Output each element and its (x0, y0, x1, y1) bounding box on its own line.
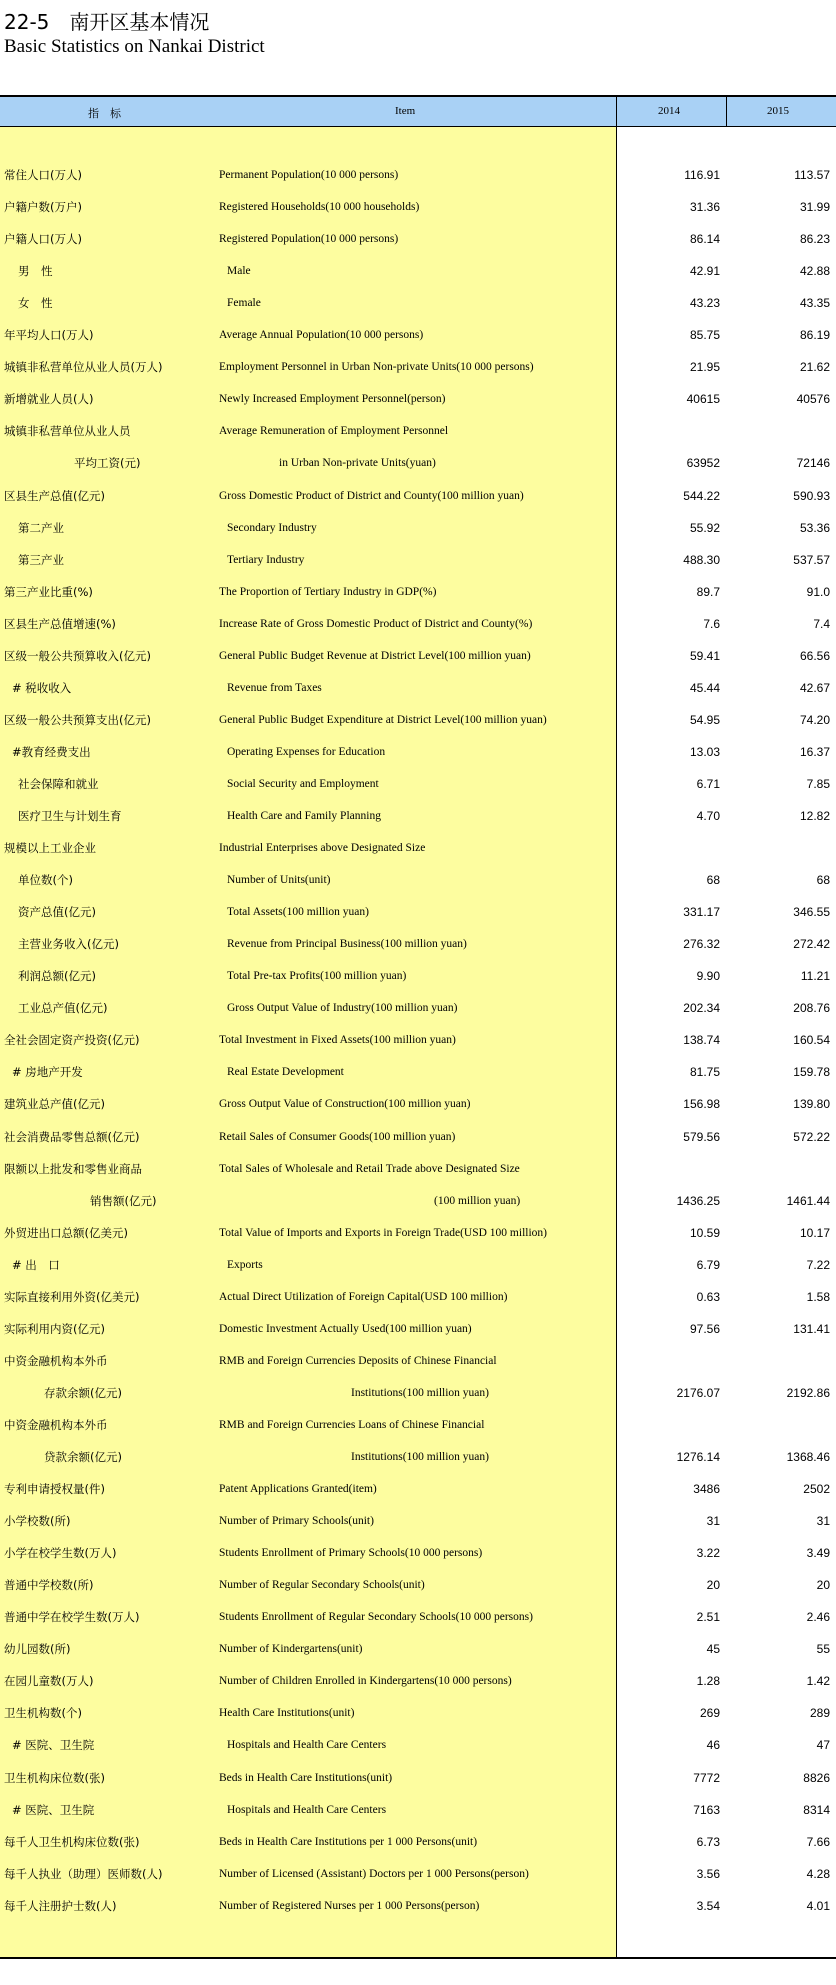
row-label-en: General Public Budget Revenue at District Level(100 million yuan) (219, 649, 531, 662)
row-label-en: Industrial Enterprises above Designated Size (219, 842, 426, 855)
value-2015: 40576 (796, 392, 830, 407)
table-row (0, 1191, 836, 1211)
value-2015: 4.28 (806, 1866, 830, 1881)
value-2014: 63952 (686, 456, 720, 471)
value-2015: 160.54 (793, 1033, 830, 1048)
row-label-cn: 销售额(亿元) (90, 1193, 157, 1208)
header-year-2014: 2014 (658, 105, 680, 117)
row-label-en: Employment Personnel in Urban Non-private Units(10 000 persons) (219, 361, 534, 374)
row-label-cn: 第三产业比重(%) (4, 584, 93, 599)
row-label-en: RMB and Foreign Currencies Loans of Chinese Financial (219, 1418, 485, 1431)
value-2014: 13.03 (689, 744, 720, 759)
row-label-en: (100 million yuan) (434, 1194, 521, 1207)
row-label-en: Students Enrollment of Regular Secondary Schools(10 000 persons) (219, 1611, 533, 1624)
row-label-en: Number of Regular Secondary Schools(unit) (219, 1579, 425, 1592)
value-2015: 66.56 (799, 648, 830, 663)
row-label-en: Institutions(100 million yuan) (351, 1451, 489, 1463)
value-2015: 86.23 (799, 232, 830, 247)
row-label-cn: 新增就业人员(人) (4, 392, 94, 407)
row-label-cn: 主营业务收入(亿元) (18, 937, 119, 952)
table-row (0, 1735, 836, 1755)
value-2015: 7.4 (813, 616, 830, 631)
value-2015: 47 (816, 1738, 830, 1753)
value-2014: 59.41 (689, 648, 720, 663)
value-2015: 2192.86 (786, 1385, 830, 1400)
value-2014: 1276.14 (676, 1450, 720, 1464)
table-row (0, 325, 836, 345)
row-label-cn: 专利申请授权量(件) (4, 1482, 105, 1497)
row-label-en: Social Security and Employment (227, 777, 379, 790)
value-2015: 2502 (803, 1482, 830, 1497)
row-label-en: Number of Licensed (Assistant) Doctors per 1 000 Persons(person) (219, 1867, 529, 1880)
row-label-en: Number of Children Enrolled in Kindergartens(10 000 persons) (219, 1675, 512, 1688)
value-2015: 139.80 (793, 1097, 830, 1112)
row-label-en: Revenue from Taxes (227, 681, 322, 694)
row-label-en: Retail Sales of Consumer Goods(100 million yuan) (219, 1130, 456, 1143)
table-row (0, 614, 836, 634)
row-label-en: Tertiary Industry (227, 553, 305, 566)
row-label-cn: 城镇非私营单位从业人员(万人) (4, 360, 163, 375)
value-2015: 590.93 (793, 488, 830, 503)
table-row (0, 1094, 836, 1114)
row-label-cn: 户籍人口(万人) (4, 232, 82, 247)
row-label-cn: 小学校数(所) (4, 1514, 71, 1529)
value-2014: 6.73 (696, 1834, 720, 1849)
value-2014: 68 (706, 873, 720, 888)
row-label-cn: 贷款余额(亿元) (44, 1450, 122, 1464)
row-label-cn: 第三产业 (18, 552, 64, 567)
table-row (0, 1127, 836, 1147)
table-row (0, 1030, 836, 1050)
value-2015: 55 (816, 1642, 830, 1657)
value-2014: 3.56 (696, 1866, 720, 1881)
row-label-en: Institutions(100 million yuan) (351, 1386, 489, 1399)
row-label-en: Gross Output Value of Construction(100 million yuan) (219, 1098, 471, 1111)
row-label-cn: 单位数(个) (18, 873, 73, 888)
value-2015: 1461.44 (786, 1193, 830, 1208)
value-2014: 2.51 (696, 1610, 720, 1625)
value-2014: 6.79 (696, 1257, 720, 1272)
table-row (0, 1800, 836, 1820)
row-label-cn: # 医院、卫生院 (12, 1802, 95, 1817)
table-row (0, 357, 836, 377)
row-label-en: Hospitals and Health Care Centers (227, 1803, 387, 1816)
value-2015: 131.41 (793, 1321, 830, 1336)
value-2014: 202.34 (683, 1001, 720, 1016)
value-2015: 68 (816, 873, 830, 888)
value-2014: 138.74 (683, 1033, 720, 1048)
value-2015: 1.42 (806, 1674, 830, 1689)
row-label-en: The Proportion of Tertiary Industry in GDP(%) (219, 585, 437, 598)
value-2015: 208.76 (793, 1001, 830, 1016)
row-label-cn: 限额以上批发和零售业商品 (4, 1161, 142, 1176)
row-label-cn: 中资金融机构本外币 (4, 1417, 108, 1432)
row-label-cn: 小学在校学生数(万人) (4, 1546, 117, 1561)
value-2014: 3.22 (696, 1546, 720, 1561)
value-2015: 72146 (796, 456, 830, 471)
table-row (0, 838, 836, 858)
value-2014: 544.22 (683, 488, 720, 503)
row-label-en: Number of Kindergartens(unit) (219, 1643, 363, 1656)
value-2014: 6.71 (696, 776, 720, 791)
value-2015: 7.22 (806, 1257, 830, 1272)
row-label-en: Average Remuneration of Employment Personnel (219, 425, 449, 438)
row-label-en: Number of Registered Nurses per 1 000 Persons(person) (219, 1899, 480, 1912)
table-row (0, 1575, 836, 1595)
row-label-en: Newly Increased Employment Personnel(person) (219, 393, 446, 406)
value-2015: 86.19 (799, 328, 830, 343)
value-2015: 8826 (803, 1770, 830, 1785)
value-2014: 85.75 (689, 328, 720, 343)
table-row (0, 1639, 836, 1659)
row-label-en: in Urban Non-private Units(yuan) (279, 457, 436, 470)
table-row (0, 710, 836, 730)
table-row (0, 165, 836, 185)
row-label-en: Increase Rate of Gross Domestic Product of District and County(%) (219, 617, 533, 630)
table-row (0, 1864, 836, 1884)
row-label-cn: 每千人注册护士数(人) (4, 1898, 117, 1913)
row-label-en: Secondary Industry (227, 521, 317, 534)
row-label-cn: # 税收收入 (12, 680, 72, 695)
row-label-cn: 工业总产值(亿元) (18, 1001, 108, 1016)
row-label-en: Students Enrollment of Primary Schools(10 000 persons) (219, 1547, 483, 1560)
table-row (0, 197, 836, 217)
row-label-cn: 平均工资(元) (74, 456, 141, 471)
value-2014: 31 (706, 1514, 720, 1529)
value-2015: 346.55 (793, 905, 830, 920)
table-title-en: Basic Statistics on Nankai District (4, 36, 265, 57)
value-2014: 89.7 (696, 584, 720, 599)
value-2014: 7772 (693, 1770, 720, 1785)
value-2015: 53.36 (799, 520, 830, 535)
value-2015: 12.82 (799, 809, 830, 823)
table-row (0, 1607, 836, 1627)
row-label-cn: 全社会固定资产投资(亿元) (4, 1033, 140, 1048)
table-row (0, 1319, 836, 1339)
table-row (0, 1703, 836, 1723)
row-label-en: General Public Budget Expenditure at District Level(100 million yuan) (219, 713, 547, 726)
row-label-cn: # 出 口 (12, 1257, 60, 1272)
table-row (0, 646, 836, 666)
row-label-cn: #教育经费支出 (12, 744, 91, 759)
header-item: Item (395, 105, 416, 117)
table-row (0, 1223, 836, 1243)
row-label-cn: 建筑业总产值(亿元) (4, 1097, 105, 1112)
row-label-cn: 外贸进出口总额(亿美元) (4, 1225, 128, 1240)
value-2014: 31.36 (689, 200, 720, 215)
value-2015: 16.37 (799, 744, 830, 759)
value-2014: 97.56 (689, 1321, 720, 1336)
value-2014: 20 (706, 1578, 720, 1593)
value-2014: 488.30 (683, 552, 720, 567)
row-label-en: Exports (227, 1258, 263, 1271)
table-row (0, 742, 836, 762)
row-label-cn: 实际利用内资(亿元) (4, 1321, 105, 1336)
table-row (0, 1351, 836, 1371)
value-2014: 43.23 (689, 296, 720, 311)
table-row (0, 550, 836, 570)
table-row (0, 582, 836, 602)
value-2014: 54.95 (689, 712, 720, 727)
row-label-cn: 资产总值(亿元) (18, 905, 96, 920)
row-label-cn: 每千人执业（助理）医师数(人) (4, 1866, 163, 1881)
table-row (0, 229, 836, 249)
value-2014: 0.63 (696, 1289, 720, 1304)
row-label-en: Permanent Population(10 000 persons) (219, 169, 399, 181)
row-label-cn: 每千人卫生机构床位数(张) (4, 1834, 140, 1849)
row-label-cn: 区县生产总值增速(%) (4, 616, 116, 631)
table-row (0, 998, 836, 1018)
value-2014: 42.91 (689, 264, 720, 279)
value-2014: 1.28 (696, 1674, 720, 1689)
table-row (0, 934, 836, 954)
value-2014: 4.70 (696, 809, 720, 823)
row-label-cn: 男 性 (18, 264, 53, 279)
value-2015: 3.49 (806, 1546, 830, 1561)
table-row (0, 421, 836, 441)
value-2014: 2176.07 (676, 1385, 720, 1400)
value-2014: 116.91 (684, 168, 720, 182)
row-label-cn: 区级一般公共预算支出(亿元) (4, 712, 151, 727)
value-2015: 113.57 (794, 168, 830, 182)
table-row (0, 966, 836, 986)
value-2015: 11.21 (800, 969, 830, 984)
row-label-cn: 户籍户数(万户) (4, 200, 82, 215)
row-label-en: RMB and Foreign Currencies Deposits of Chinese Financial (219, 1354, 497, 1367)
value-2015: 31.99 (799, 200, 830, 215)
table-row (0, 1832, 836, 1852)
row-label-en: Total Assets(100 million yuan) (227, 906, 369, 919)
table-title-cn: 南开区基本情况 (69, 10, 210, 34)
row-label-en: Total Pre-tax Profits(100 million yuan) (227, 970, 407, 983)
row-label-cn: 卫生机构床位数(张) (4, 1770, 105, 1785)
header-indicator: 指 标 (88, 108, 121, 120)
table-row (0, 518, 836, 538)
row-label-cn: 区级一般公共预算收入(亿元) (4, 648, 151, 663)
table-row (0, 1543, 836, 1563)
table-row (0, 293, 836, 313)
value-2014: 40615 (686, 392, 720, 407)
value-2014: 81.75 (689, 1065, 720, 1080)
value-2015: 572.22 (793, 1129, 830, 1144)
row-label-cn: 社会消费品零售总额(亿元) (4, 1129, 140, 1144)
table-number: 22-5 (4, 10, 50, 34)
row-label-en: Male (227, 265, 251, 278)
row-label-en: Gross Domestic Product of District and County(100 million yuan) (219, 489, 524, 502)
row-label-en: Total Sales of Wholesale and Retail Trade above Designated Size (219, 1162, 520, 1175)
row-label-cn: 利润总额(亿元) (18, 969, 96, 984)
row-label-en: Number of Primary Schools(unit) (219, 1515, 374, 1528)
table-row (0, 870, 836, 890)
table-row (0, 1383, 836, 1403)
table-row (0, 1768, 836, 1788)
value-2014: 3486 (693, 1482, 720, 1497)
row-label-en: Total Value of Imports and Exports in Foreign Trade(USD 100 million) (219, 1226, 547, 1239)
row-label-en: Average Annual Population(10 000 persons) (219, 329, 424, 342)
row-label-en: Registered Population(10 000 persons) (219, 233, 399, 246)
table-row (0, 806, 836, 826)
value-2015: 4.01 (806, 1898, 830, 1913)
value-2014: 10.59 (689, 1225, 720, 1240)
row-label-en: Total Investment in Fixed Assets(100 million yuan) (219, 1034, 456, 1047)
value-2014: 45 (706, 1642, 720, 1657)
value-2014: 9.90 (696, 969, 720, 984)
table-row (0, 1511, 836, 1531)
row-label-cn: 医疗卫生与计划生育 (18, 809, 122, 823)
row-label-cn: 女 性 (18, 296, 53, 311)
value-2014: 86.14 (689, 232, 720, 247)
table-row (0, 902, 836, 922)
row-label-en: Hospitals and Health Care Centers (227, 1739, 387, 1752)
row-label-cn: 卫生机构数(个) (4, 1706, 82, 1721)
value-2014: 276.32 (683, 937, 720, 952)
value-2015: 7.85 (806, 776, 830, 791)
row-label-cn: 存款余额(亿元) (44, 1385, 122, 1400)
row-label-en: Patent Applications Granted(item) (219, 1483, 377, 1496)
table-row (0, 1062, 836, 1082)
row-label-cn: 幼儿园数(所) (4, 1642, 71, 1657)
value-2014: 1436.25 (676, 1193, 720, 1208)
row-label-en: Domestic Investment Actually Used(100 million yuan) (219, 1322, 472, 1335)
table-row (0, 1896, 836, 1916)
row-label-cn: 第二产业 (18, 520, 64, 535)
row-label-en: Number of Units(unit) (227, 874, 331, 887)
table-row (0, 1255, 836, 1275)
value-2014: 55.92 (689, 520, 720, 535)
row-label-en: Revenue from Principal Business(100 million yuan) (227, 938, 467, 951)
row-label-en: Female (227, 297, 261, 310)
value-2015: 21.62 (799, 360, 830, 375)
value-2015: 74.20 (799, 712, 830, 727)
table-row (0, 1415, 836, 1435)
value-2015: 7.66 (806, 1834, 830, 1849)
value-2014: 269 (699, 1706, 720, 1721)
row-label-en: Real Estate Development (227, 1066, 344, 1079)
row-label-cn: 社会保障和就业 (18, 776, 99, 791)
table-row (0, 1287, 836, 1307)
row-label-en: Registered Households(10 000 households) (219, 201, 420, 214)
value-2015: 272.42 (793, 937, 830, 952)
table-row (0, 453, 836, 473)
row-label-cn: 城镇非私营单位从业人员 (4, 424, 131, 439)
value-2014: 7163 (693, 1802, 720, 1817)
row-label-en: Beds in Health Care Institutions(unit) (219, 1771, 393, 1784)
value-2015: 1368.46 (786, 1450, 830, 1464)
value-2015: 20 (816, 1578, 830, 1593)
row-label-en: Beds in Health Care Institutions per 1 000 Persons(unit) (219, 1835, 478, 1848)
table-row (0, 678, 836, 698)
row-label-en: Health Care and Family Planning (227, 810, 381, 822)
header-year-2015: 2015 (767, 105, 789, 117)
row-label-en: Gross Output Value of Industry(100 million yuan) (227, 1002, 458, 1015)
table-row (0, 1479, 836, 1499)
row-label-cn: 年平均人口(万人) (4, 328, 94, 343)
table-row (0, 1447, 836, 1467)
row-label-cn: 规模以上工业企业 (4, 841, 96, 856)
row-label-cn: 普通中学校数(所) (4, 1578, 94, 1593)
table-row (0, 1671, 836, 1691)
table-row (0, 486, 836, 506)
value-2014: 21.95 (689, 360, 720, 375)
value-2015: 10.17 (799, 1225, 830, 1240)
row-label-en: Actual Direct Utilization of Foreign Capital(USD 100 million) (219, 1290, 508, 1303)
value-2015: 2.46 (806, 1610, 830, 1625)
value-2015: 159.78 (793, 1065, 830, 1080)
row-label-cn: # 房地产开发 (12, 1065, 83, 1080)
value-2014: 7.6 (703, 616, 720, 631)
row-label-cn: # 医院、卫生院 (12, 1738, 95, 1753)
row-label-cn: 实际直接利用外资(亿美元) (4, 1289, 140, 1304)
value-2014: 156.98 (683, 1097, 720, 1112)
row-label-en: Operating Expenses for Education (227, 745, 386, 758)
value-2014: 579.56 (683, 1129, 720, 1144)
table-row (0, 1159, 836, 1179)
value-2015: 1.58 (806, 1289, 830, 1304)
value-2015: 537.57 (793, 552, 830, 567)
table-row (0, 774, 836, 794)
value-2014: 331.17 (683, 905, 720, 920)
row-label-cn: 常住人口(万人) (4, 168, 82, 182)
value-2014: 45.44 (689, 680, 720, 695)
value-2015: 42.67 (799, 680, 830, 695)
value-2015: 42.88 (799, 264, 830, 279)
value-2014: 46 (706, 1738, 720, 1753)
row-label-en: Health Care Institutions(unit) (219, 1707, 355, 1720)
row-label-cn: 中资金融机构本外币 (4, 1353, 108, 1368)
table-row (0, 389, 836, 409)
value-2014: 3.54 (696, 1898, 720, 1913)
value-2015: 289 (809, 1706, 830, 1721)
table-row (0, 261, 836, 281)
value-2015: 31 (816, 1514, 830, 1529)
value-2015: 43.35 (799, 296, 830, 311)
value-2015: 8314 (803, 1802, 830, 1817)
row-label-cn: 区县生产总值(亿元) (4, 488, 105, 503)
row-label-cn: 在园儿童数(万人) (4, 1674, 94, 1689)
row-label-cn: 普通中学在校学生数(万人) (4, 1610, 140, 1625)
value-2015: 91.0 (806, 584, 830, 599)
